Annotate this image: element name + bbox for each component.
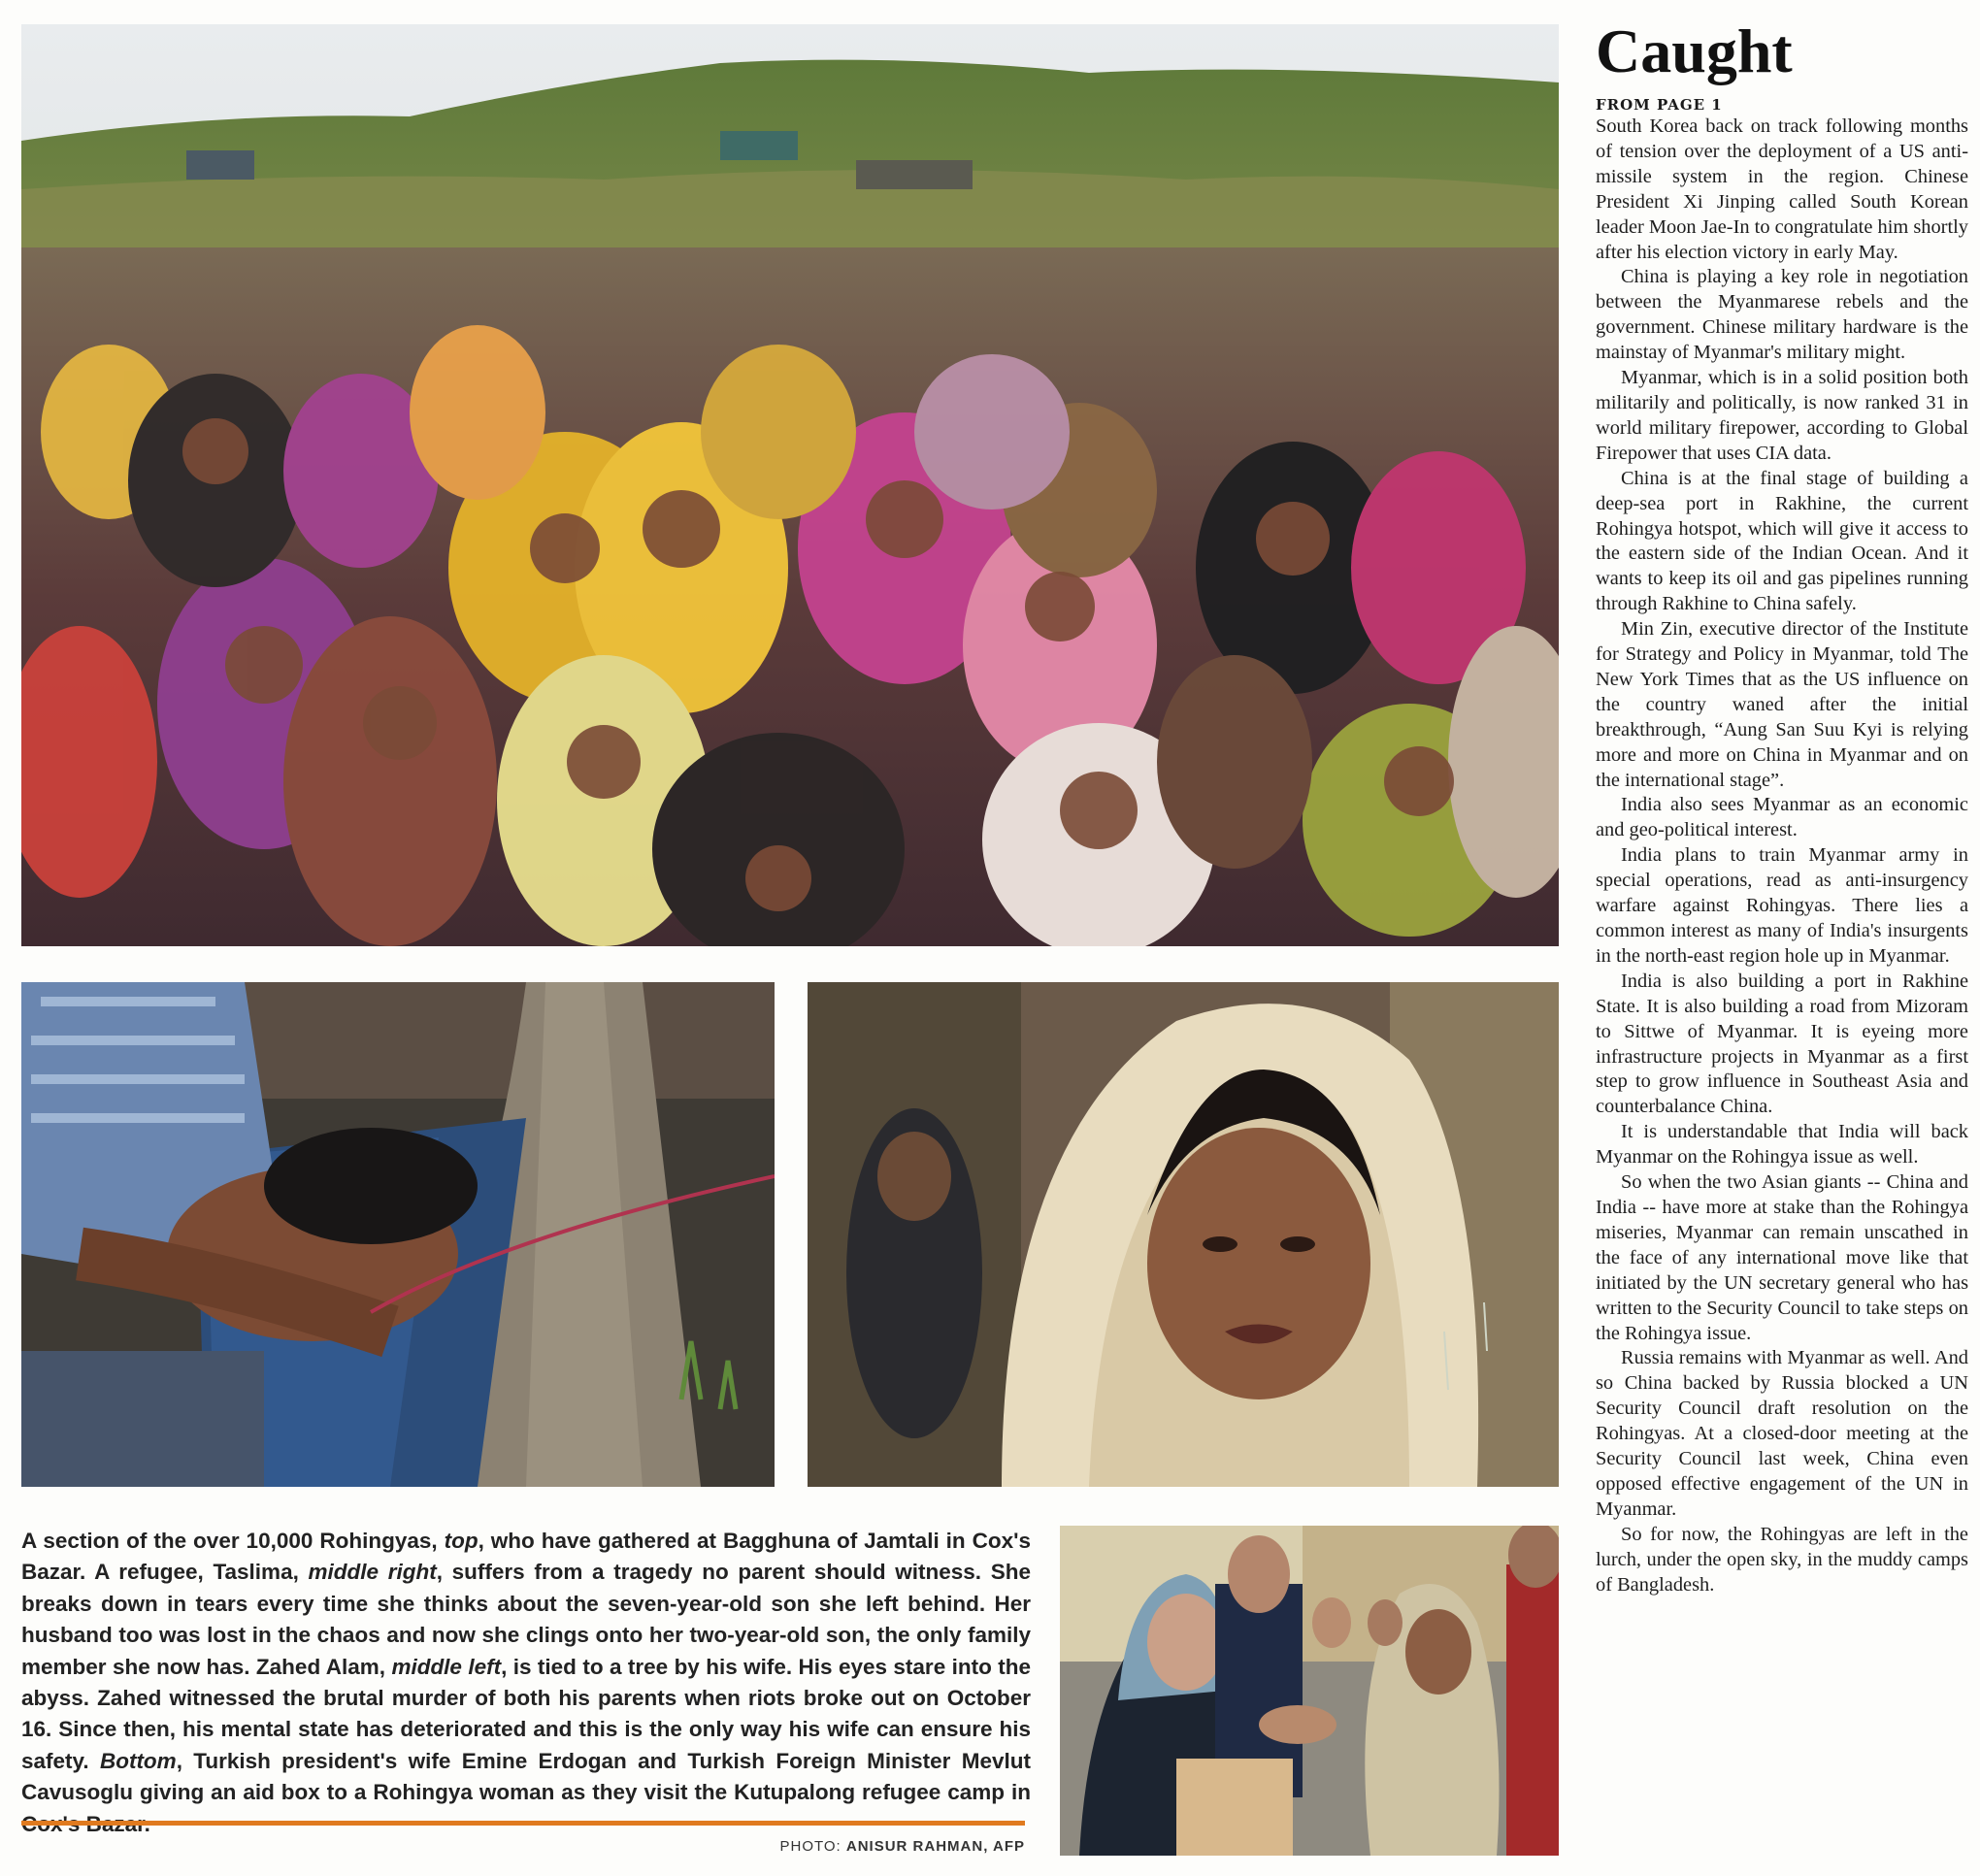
- article-paragraph: Min Zin, executive director of the Institute for Strategy and Policy in Myanmar, told The New York Times that as the US influence on the country waned after the initial breakthrough, “Aung San Suu Kyi is relying more and more on China in Myanmar and on the international stage”.: [1596, 618, 1968, 791]
- photo-caption: [21, 1526, 1031, 1840]
- photo-credit: [779, 1838, 1025, 1855]
- article-paragraph: It is understandable that India will back Myanmar on the Rohingya issue as well.: [1596, 1121, 1968, 1168]
- article-paragraph: China is playing a key role in negotiation between the Myanmarese rebels and the government. Chinese military hardware is the mainstay of Myanmar's military might.: [1596, 266, 1968, 364]
- photo-credit-names: ANISUR RAHMAN, AFP: [845, 1838, 1025, 1855]
- article-paragraph: China is at the final stage of building a deep-sea port in Rakhine, the current Rohingya hotspot, which will give it access to the eastern side of the Indian Ocean. And it wants to keep its oil and gas pipelines running through Rakhine to China safely.: [1596, 467, 1968, 615]
- caption-text-1: A section of the over 10,000 Rohingyas,: [21, 1529, 445, 1553]
- article-paragraph: Myanmar, which is in a solid position both militarily and politically, is now ranked 31 in world military firepower, according to Global Firepower that uses CIA data.: [1596, 367, 1968, 464]
- photo-aid-distribution: [1060, 1526, 1559, 1856]
- article-paragraph: So when the two Asian giants -- China and India -- have more at stake than the Rohingya miseries, Myanmar can remain unscathed in the face of any international move like that initiated by the UN secretary general who has written to the Security Council to take steps on the Rohingya issue.: [1596, 1171, 1968, 1344]
- article-paragraph: India plans to train Myanmar army in special operations, read as anti-insurgency warfare against Rohingyas. There lies a common interest as many of India's insurgents in the north-east region hole up in Myanmar.: [1596, 844, 1968, 967]
- caption-emphasis-middle-left: middle left: [391, 1654, 502, 1679]
- article-paragraph: India is also building a port in Rakhine State. It is also building a road from Mizoram to Sittwe of Myanmar. It is eyeing more infrastructure projects in Myanmar as a first step to grow influence in Southeast Asia and counterbalance China.: [1596, 970, 1968, 1118]
- photo-credit-label: PHOTO:: [779, 1838, 846, 1855]
- caption-text-2: , who have gathered at Bagghuna of Jamtali in Cox's Bazar. A refugee, Taslima,: [21, 1529, 1032, 1585]
- caption-divider: [21, 1821, 1025, 1826]
- article-body: [1596, 115, 1968, 1597]
- caption-text-4: , is tied to a tree by his wife. His eyes stare into the abyss. Zahed witnessed the brutal murder of both his parents when riots broke out on October 16. Since then, his mental state has deteriorated and this is the only way his wife can ensure his safety.: [21, 1654, 1031, 1773]
- photo-crying-woman: [808, 982, 1559, 1487]
- article-paragraph: India also sees Myanmar as an economic and geo-political interest.: [1596, 794, 1968, 841]
- article-paragraph: South Korea back on track following months of tension over the deployment of a US anti-missile system in the region. Chinese President Xi Jinping called South Korean leader Moon Jae-In to congratulate him shortly after his election victory in early May.: [1596, 115, 1968, 263]
- article-paragraph: So for now, the Rohingyas are left in the lurch, under the open sky, in the muddy camps of Bangladesh.: [1596, 1523, 1968, 1596]
- caption-emphasis-top: top: [444, 1529, 478, 1553]
- caption-emphasis-bottom: Bottom: [99, 1748, 177, 1773]
- photo-rohingya-crowd: [21, 24, 1559, 946]
- caption-emphasis-middle-right: middle right: [308, 1560, 437, 1585]
- caption-text-5: , Turkish president's wife Emine Erdogan and Turkish Foreign Minister Mevlut Cavusoglu giving an aid box to a Rohingya woman as they visit the Kutupalong refugee camp in: [21, 1748, 1031, 1805]
- jump-line: FROM PAGE 1: [1596, 96, 1723, 114]
- article-headline: Caught: [1596, 16, 1793, 85]
- article-column: [1596, 17, 1968, 1597]
- article-paragraph: Russia remains with Myanmar as well. And so China backed by Russia blocked a UN Security Council draft resolution on the Rohingyas. At a closed-door meeting at the Security Council last week, China even opposed effective engagement of the UN in Myanmar.: [1596, 1347, 1968, 1520]
- caption-text-3: , suffers from a tragedy no parent should witness. She breaks down in tears every time she thinks about the seven-year-old son she left behind. Her husband too was lost in the chaos and now she clings onto her two-year-old son, the only family member she now has. Zahed Alam,: [21, 1560, 1031, 1679]
- photo-man-tied-to-tree: [21, 982, 775, 1487]
